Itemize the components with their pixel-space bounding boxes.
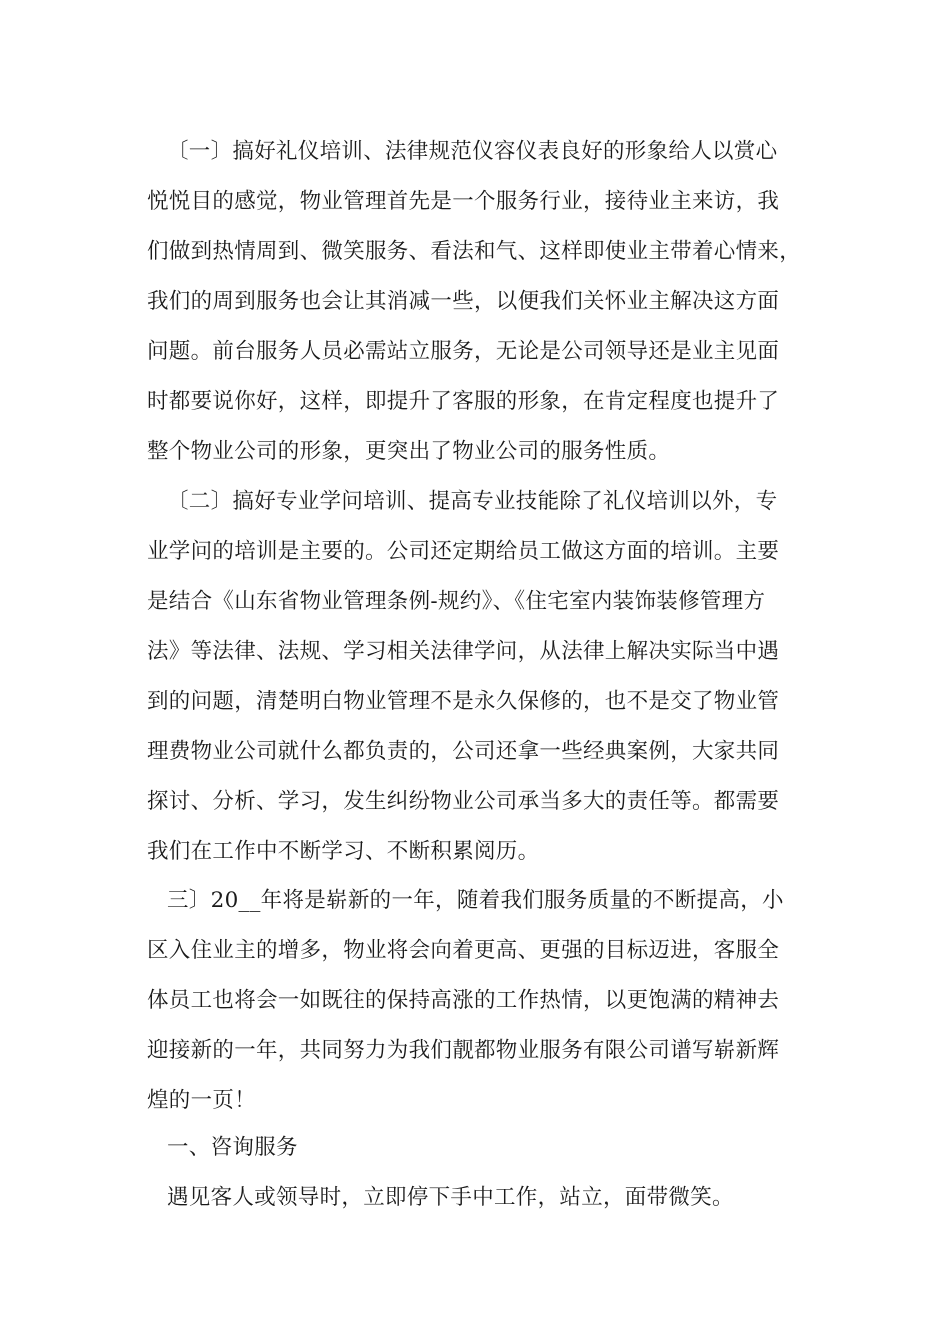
paragraph-3-line-4: 迎接新的一年，共同努力为我们靓都物业服务有限公司谱写崭新辉 xyxy=(147,1038,780,1063)
section-heading-consulting: 一、咨询服务 xyxy=(167,1135,298,1160)
paragraph-2-line-2: 业学问的培训是主要的。公司还定期给员工做这方面的培训。主要 xyxy=(147,539,780,564)
paragraph-1-line-6: 时都要说你好，这样，即提升了客服的形象，在肯定程度也提升了 xyxy=(147,389,780,414)
paragraph-2-line-4: 法》等法律、法规、学习相关法律学问，从法律上解决实际当中遇 xyxy=(147,639,780,664)
paragraph-1-line-2: 悦悦目的感觉，物业管理首先是一个服务行业，接待业主来访，我 xyxy=(147,189,780,214)
paragraph-3-line-1: 三〕20__年将是崭新的一年，随着我们服务质量的不断提高，小 xyxy=(167,888,784,913)
paragraph-3-line-3: 体员工也将会一如既往的保持高涨的工作热情，以更饱满的精神去 xyxy=(147,988,780,1013)
paragraph-2-line-3: 是结合《山东省物业管理条例-规约》、《住宅室内装饰装修管理方 xyxy=(147,589,766,614)
paragraph-2-line-7: 探讨、分析、学习，发生纠纷物业公司承当多大的责任等。都需要 xyxy=(147,789,780,814)
paragraph-2-line-8: 我们在工作中不断学习、不断积累阅历。 xyxy=(147,839,540,864)
paragraph-3-line-2: 区入住业主的增多，物业将会向着更高、更强的目标迈进，客服全 xyxy=(147,938,780,963)
paragraph-3-line-5: 煌的一页！ xyxy=(147,1088,257,1113)
paragraph-1-line-3: 们做到热情周到、微笑服务、看法和气、这样即使业主带着心情来， xyxy=(147,239,802,264)
paragraph-2-line-5: 到的问题，清楚明白物业管理不是永久保修的，也不是交了物业管 xyxy=(147,689,780,714)
paragraph-2-line-6: 理费物业公司就什么都负责的，公司还拿一些经典案例，大家共同 xyxy=(147,739,780,764)
paragraph-2-line-1: 〔二〕搞好专业学问培训、提高专业技能除了礼仪培训以外，专 xyxy=(167,489,778,514)
paragraph-5-line-1: 遇见客人或领导时，立即停下手中工作，站立，面带微笑。 xyxy=(167,1185,734,1210)
paragraph-1-line-4: 我们的周到服务也会让其消减一些，以便我们关怀业主解决这方面 xyxy=(147,289,780,314)
paragraph-1-line-5: 问题。前台服务人员必需站立服务，无论是公司领导还是业主见面 xyxy=(147,339,780,364)
paragraph-1-line-1: 〔一〕搞好礼仪培训、法律规范仪容仪表良好的形象给人以赏心 xyxy=(167,139,778,164)
paragraph-1-line-7: 整个物业公司的形象，更突出了物业公司的服务性质。 xyxy=(147,439,671,464)
